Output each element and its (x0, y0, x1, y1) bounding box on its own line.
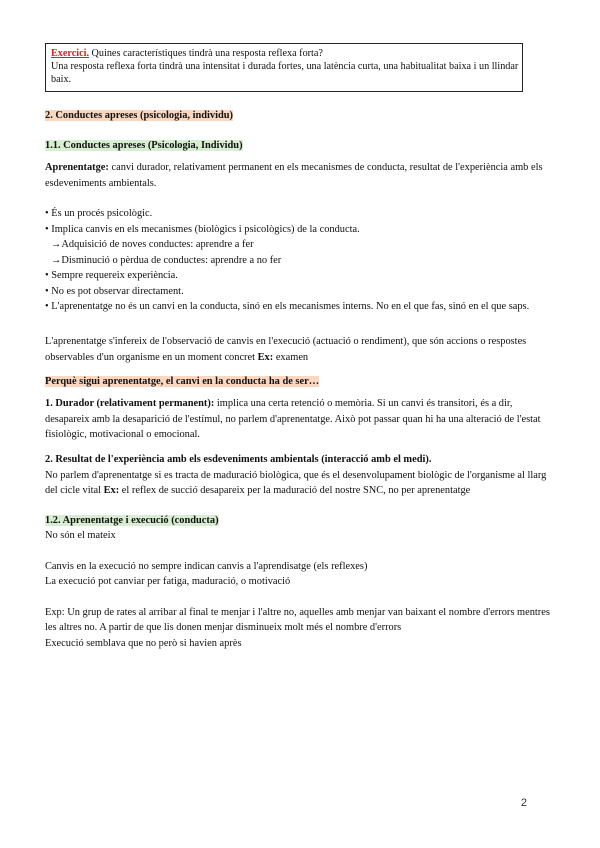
point-2-ex-text: el reflex de succió desapareix per la maduració del nostre SNC, no per aprenentatge (119, 485, 471, 496)
point-2-text: No parlem d'aprenentatge si es tracta de maduració biològica, que és el desenvolupament biològic de l'organisme al llarg del cicle vital (45, 469, 547, 496)
section-1-1-heading (45, 138, 555, 154)
inference-ex-text: examen (273, 351, 309, 363)
exercise-question-line (51, 47, 522, 60)
inference-text: L'aprenentatge s'infereix de l'observació de canvis en l'execució (actuació o rendiment), que són accions o respostes observables d'un organisme en un moment concret (45, 336, 527, 363)
exercise-box (45, 43, 523, 92)
section-2-heading (45, 108, 555, 124)
section-1-2-example: Exp: Un grup de rates al arribar al final te menjar i l'altre no, aquelles amb menjar van baixant el nombre d'errors mentres les altres no. A partir de que lis donen menjar disminueix molt més el nombre d'errors (45, 606, 550, 633)
list-item: • Implica canvis en els mecanismes (biològics i psicològics) de la conducta. (45, 223, 360, 235)
section-1-2-heading (45, 513, 555, 529)
inference-paragraph (45, 334, 555, 365)
perque-title: Perquè sigui aprenentatge, el canvi en la conducta ha de ser… (45, 376, 320, 387)
point-2 (45, 452, 555, 499)
exercise-answer: Una resposta reflexa forta tindrà una intensitat i durada fortes, una latència curta, una habitualitat baixa i un llindar baix. (51, 61, 519, 86)
list-item: →Disminució o pèrdua de conductes: aprendre a no fer (51, 254, 282, 266)
section-1-2-line2: Canvis en la execució no sempre indican canvis a l'aprendisatge (els reflexes) (45, 560, 368, 572)
aprenentatge-text: canvi durador, relativament permanent en els mecanismes de conducta, resultat de l'experiència amb els esdeveniments ambientals. (45, 162, 543, 189)
point-1-text: implica una certa retenció o memòria. Si un canvi és transitori, és a dir, desapareix amb la desaparició de l'estímul, no parlem d'aprenentatge. Això pot passar quan hi ha una alteració de l'estat fisiològic, motivacional o emocional. (45, 398, 541, 440)
section-1-2-title: 1.2. Aprenentatge i execució (conducta) (45, 515, 219, 526)
section-1-2-line3: La execució pot canviar per fatiga, maduració, o motivació (45, 576, 291, 587)
aprenentatge-term: Aprenentatge: (45, 162, 109, 173)
list-item: • L'aprenentatge no és un canvi en la conducta, sinó en els mecanismes interns. No en el que fas, sinó en el que saps. (45, 301, 530, 312)
section-1-2-body (45, 528, 555, 651)
perque-heading (45, 374, 555, 390)
list-item: →Adquisició de noves conductes: aprendre a fer (51, 239, 254, 250)
point-1 (45, 396, 555, 443)
point-2-ex-label: Ex: (103, 485, 120, 496)
point-1-title: 1. Durador (relativament permanent): (45, 398, 215, 409)
inference-ex-label: Ex: (257, 351, 274, 363)
list-item: • Sempre requereix experiència. (45, 270, 178, 281)
section-2-title: 2. Conductes apreses (psicologia, individu) (45, 110, 234, 121)
point-2-title: 2. Resultat de l'experiència amb els esdeveniments ambientals (interacció amb el medi). (45, 454, 432, 465)
exercise-question: Quines característiques tindrà una resposta reflexa forta? (89, 48, 323, 59)
list-item: • No es pot observar directament. (45, 285, 184, 297)
aprenentatge-definition (45, 160, 555, 191)
page-number: 2 (520, 797, 527, 809)
section-1-2-last: Execució semblava que no però si havien après (45, 637, 242, 649)
bullet-list (45, 206, 555, 315)
list-item: • És un procés psicològic. (45, 208, 153, 219)
section-1-1-title: 1.1. Conductes apreses (Psicologia, Individu) (45, 140, 243, 151)
section-1-2-line1: No són el mateix (45, 530, 116, 541)
exercise-label: Exercici. (51, 48, 89, 59)
